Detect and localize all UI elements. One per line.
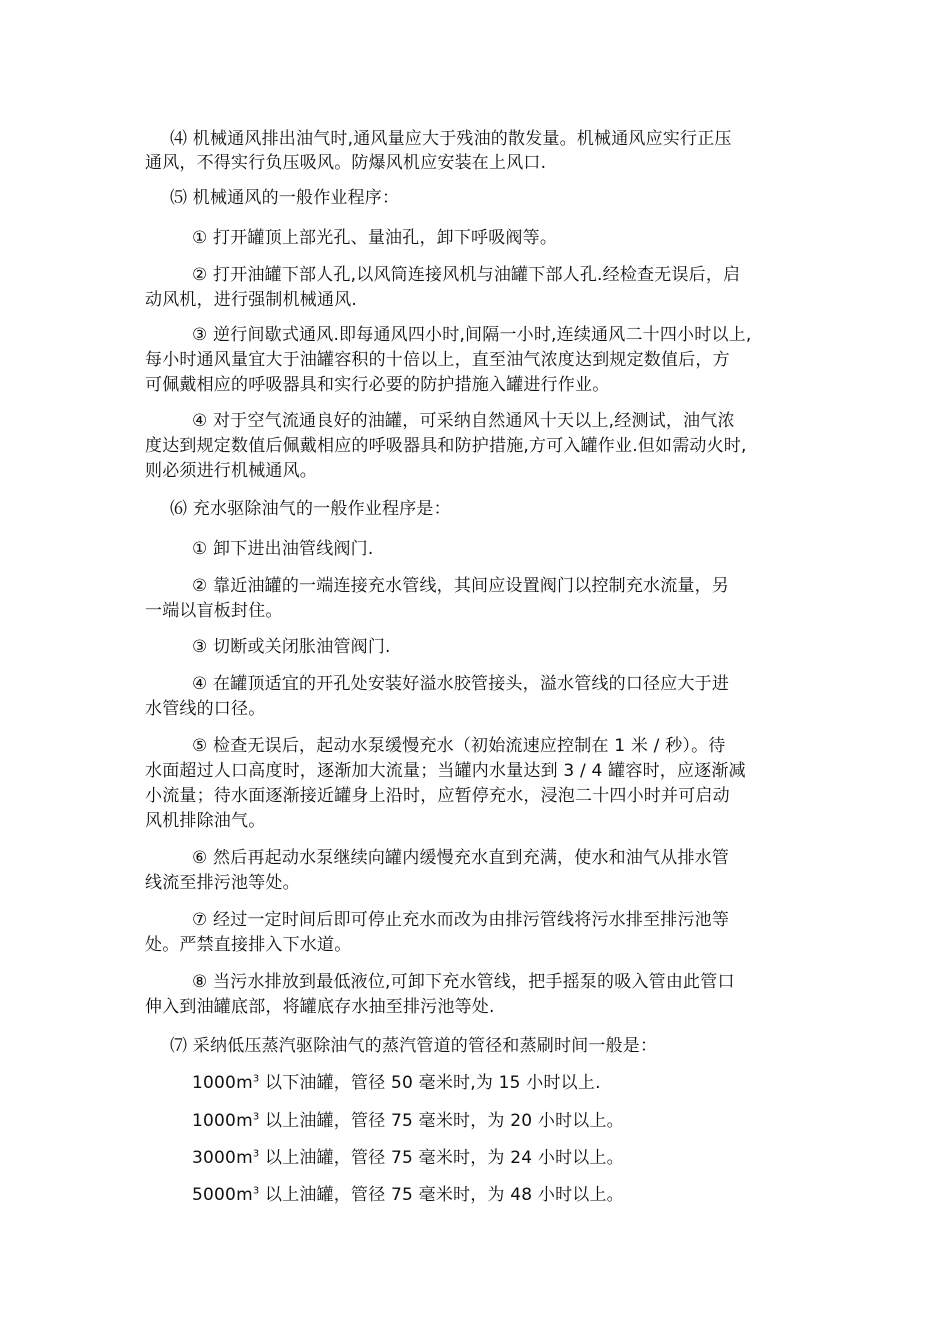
superscript: 3 bbox=[252, 1111, 260, 1123]
text-line: 则必须进行机械通风。 bbox=[145, 461, 317, 481]
steam-time-row bbox=[192, 1147, 624, 1169]
text-line: 度达到规定数值后佩戴相应的呼吸器具和防护措施,方可入罐作业.但如需动火时, bbox=[145, 436, 747, 456]
text-line: ⑺ 采纳低压蒸汽驱除油气的蒸汽管道的管径和蒸刷时间一般是： bbox=[170, 1036, 658, 1056]
text-line: 风机排除油气。 bbox=[145, 811, 266, 831]
steam-time-row bbox=[192, 1072, 601, 1094]
text-line: ⑸ 机械通风的一般作业程序： bbox=[170, 188, 400, 208]
text-line: ① 卸下进出油管线阀门. bbox=[192, 539, 374, 559]
row-text: 以上油罐，管径 75 毫米时，为 20 小时以上。 bbox=[259, 1111, 624, 1131]
text-line: ⑥ 然后再起动水泵继续向罐内缓慢充水直到充满，使水和油气从排水管 bbox=[192, 848, 730, 868]
text-line: 处。严禁直接排入下水道。 bbox=[145, 935, 352, 955]
text-line: 可佩戴相应的呼吸器具和实行必要的防护措施入罐进行作业。 bbox=[145, 375, 610, 395]
text-line: 小流量；待水面逐渐接近罐身上沿时，应暂停充水，浸泡二十四小时并可启动 bbox=[145, 786, 730, 806]
text-line: ② 靠近油罐的一端连接充水管线，其间应设置阀门以控制充水流量，另 bbox=[192, 576, 730, 596]
text-line: ⑤ 检查无误后，起动水泵缓慢充水（初始流速应控制在 1 米 / 秒）。待 bbox=[192, 736, 726, 756]
text-line: 水管线的口径。 bbox=[145, 699, 266, 719]
text-line: ④ 对于空气流通良好的油罐，可采纳自然通风十天以上,经测试，油气浓 bbox=[192, 411, 735, 431]
text-line: 伸入到油罐底部，将罐底存水抽至排污池等处. bbox=[145, 997, 495, 1017]
steam-time-row bbox=[192, 1184, 624, 1206]
steam-time-row bbox=[192, 1110, 624, 1132]
row-text: 以下油罐，管径 50 毫米时,为 15 小时以上. bbox=[259, 1073, 601, 1093]
text-line: ⑦ 经过一定时间后即可停止充水而改为由排污管线将污水排至排污池等 bbox=[192, 910, 730, 930]
row-text: 以上油罐，管径 75 毫米时，为 48 小时以上。 bbox=[259, 1185, 624, 1205]
tank-capacity: 5000m bbox=[192, 1185, 253, 1205]
text-line: ⑷ 机械通风排出油气时,通风量应大于残油的散发量。机械通风应实行正压 bbox=[170, 129, 732, 149]
superscript: 3 bbox=[252, 1185, 260, 1197]
text-line: 一端以盲板封住。 bbox=[145, 601, 283, 621]
superscript: 3 bbox=[252, 1073, 260, 1085]
text-line: 每小时通风量宜大于油罐容积的十倍以上，直至油气浓度达到规定数值后，方 bbox=[145, 350, 730, 370]
text-line: ② 打开油罐下部人孔,以风筒连接风机与油罐下部人孔.经检查无误后，启 bbox=[192, 265, 741, 285]
text-line: ④ 在罐顶适宜的开孔处安装好溢水胶管接头，溢水管线的口径应大于进 bbox=[192, 674, 730, 694]
tank-capacity: 1000m bbox=[192, 1073, 253, 1093]
text-line: ⑧ 当污水排放到最低液位,可卸下充水管线，把手摇泵的吸入管由此管口 bbox=[192, 972, 735, 992]
text-line: ③ 切断或关闭胀油管阀门. bbox=[192, 637, 391, 657]
text-line: 通风，不得实行负压吸风。防爆风机应安装在上风口. bbox=[145, 153, 547, 173]
text-line: ⑹ 充水驱除油气的一般作业程序是： bbox=[170, 499, 451, 519]
text-line: 动风机，进行强制机械通风. bbox=[145, 290, 358, 310]
text-line: ① 打开罐顶上部光孔、量油孔，卸下呼吸阀等。 bbox=[192, 228, 558, 248]
text-line: 水面超过人口高度时，逐渐加大流量；当罐内水量达到 3 / 4 罐容时，应逐渐减 bbox=[145, 761, 746, 781]
row-text: 以上油罐，管径 75 毫米时，为 24 小时以上。 bbox=[259, 1148, 624, 1168]
tank-capacity: 1000m bbox=[192, 1111, 253, 1131]
text-line: ③ 逆行间歇式通风.即每通风四小时,间隔一小时,连续通风二十四小时以上, bbox=[192, 325, 752, 345]
tank-capacity: 3000m bbox=[192, 1148, 253, 1168]
text-line: 线流至排污池等处。 bbox=[145, 873, 300, 893]
superscript: 3 bbox=[252, 1148, 260, 1160]
